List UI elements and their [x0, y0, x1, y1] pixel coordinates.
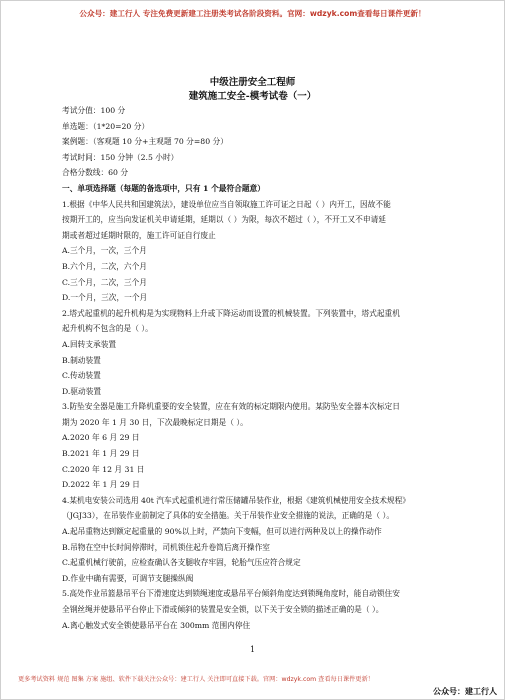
option-line: D.一个月，三次，一个月 — [62, 293, 148, 303]
question-line: （JGJ33），在吊装作业前制定了具体的安全措施。关于吊装作业安全措施的说法，正确的是（ ）。 — [62, 511, 395, 521]
meta-line: 考试分值：100 分 — [62, 106, 126, 115]
option-line: A.2020 年 6 月 29 日 — [62, 433, 140, 443]
exam-content — [62, 103, 448, 633]
option-line: A.回转支承装置 — [62, 339, 117, 349]
option-line: A.三个月，一次，三个月 — [62, 246, 147, 256]
option-line: C.起重机械行驶前，应检查确认各支腿收存牢固，轮胎气压应符合规定 — [62, 558, 301, 568]
page-number: 1 — [249, 645, 256, 654]
question-line: 期为 2020 年 1 月 30 日，下次最晚标定日期是（ ）。 — [62, 417, 248, 427]
meta-line: 单选题：（1*20=20 分） — [62, 121, 150, 131]
meta-line: 案例题：（客观题 10 分+主观题 70 分=80 分） — [62, 137, 228, 147]
footer-banner: 更多考试资料 规范 图集 方案 施组、软件下载关注公众号：建工行人 关注即可直接下载。官网：wdzyk.com 查看每日课件更新！ — [18, 676, 374, 683]
option-line: D.作业中确有需要，可调节支腿操纵阀 — [62, 573, 194, 583]
document-subtitle: 建筑施工安全-模考试卷（一） — [188, 91, 317, 102]
option-line: D.驱动装置 — [62, 386, 102, 396]
question-line: 起升机构不包含的是（ ）。 — [62, 324, 153, 334]
question-line: 期或者超过延期时限的，施工许可证自行废止 — [62, 230, 216, 240]
option-line: B.六个月，二次，六个月 — [62, 261, 147, 271]
question-line: 3.防坠安全器是施工升降机重要的安全装置，应在有效的标定期限内使用。某防坠安全器本次标定日 — [62, 402, 400, 412]
option-line: A.起吊重物达到额定起重量的 90%以上时，严禁向下变幅，但可以进行两种及以上的操作动作 — [62, 527, 382, 537]
question-line: 2.塔式起重机的起升机构是为实现物料上升或下降运动而设置的机械装置。下列装置中，塔式起重机 — [62, 308, 400, 318]
option-line: C.三个月，二次，三个月 — [62, 277, 147, 287]
option-line: A.离心触发式安全锁使悬吊平台在 300mm 范围内停住 — [62, 620, 251, 630]
top-banner: 公众号：建工行人 专注免费更新建工注册类考试各阶段资料。官网：wdzyk.com查看每日课件更新！ — [79, 9, 426, 18]
option-line: C.传动装置 — [62, 371, 101, 381]
question-line: 4.某机电安装公司选用 40t 汽车式起重机进行常压储罐吊装作业，根据《建筑机械使用安全技术规程》 — [62, 495, 410, 505]
meta-line: 合格分数线：60 分 — [62, 168, 129, 178]
meta-line: 考试时间：150 分钟（2.5 小时） — [62, 152, 179, 162]
question-line: 1.根据《中华人民共和国建筑法》，建设单位应当自领取施工许可证之日起（ ）内开工，因故不能 — [62, 199, 391, 209]
option-line: B.吊物在空中长时间停滞时，司机锁住起升卷筒后离开操作室 — [62, 542, 270, 552]
question-line: 按期开工的，应当向发证机关申请延期，延期以（ ）为限，每次不超过（ ），不开工又不申请延 — [62, 215, 386, 225]
section-heading: 一、单项选择题（每题的备选项中，只有 1 个最符合题意） — [62, 183, 265, 193]
document-title: 中级注册安全工程师 — [209, 77, 296, 88]
question-line: 全钢丝绳并使悬吊平台停止下滑或倾斜的装置是安全锁，以下关于安全锁的描述正确的是（ ）。 — [62, 605, 384, 614]
question-line: 5.高处作业吊篮悬吊平台下滑速度达到锁绳速度或悬吊平台倾斜角度达到锁绳角度时，能自动锁住安 — [62, 589, 400, 599]
option-line: B.2021 年 1 月 29 日 — [62, 449, 140, 459]
option-line: D.2022 年 1 月 29 日 — [62, 480, 140, 490]
option-line: B.制动装置 — [62, 355, 101, 365]
option-line: C.2020 年 12 月 31 日 — [62, 464, 145, 474]
corner-label: 公众号：建工行人 — [433, 687, 497, 696]
